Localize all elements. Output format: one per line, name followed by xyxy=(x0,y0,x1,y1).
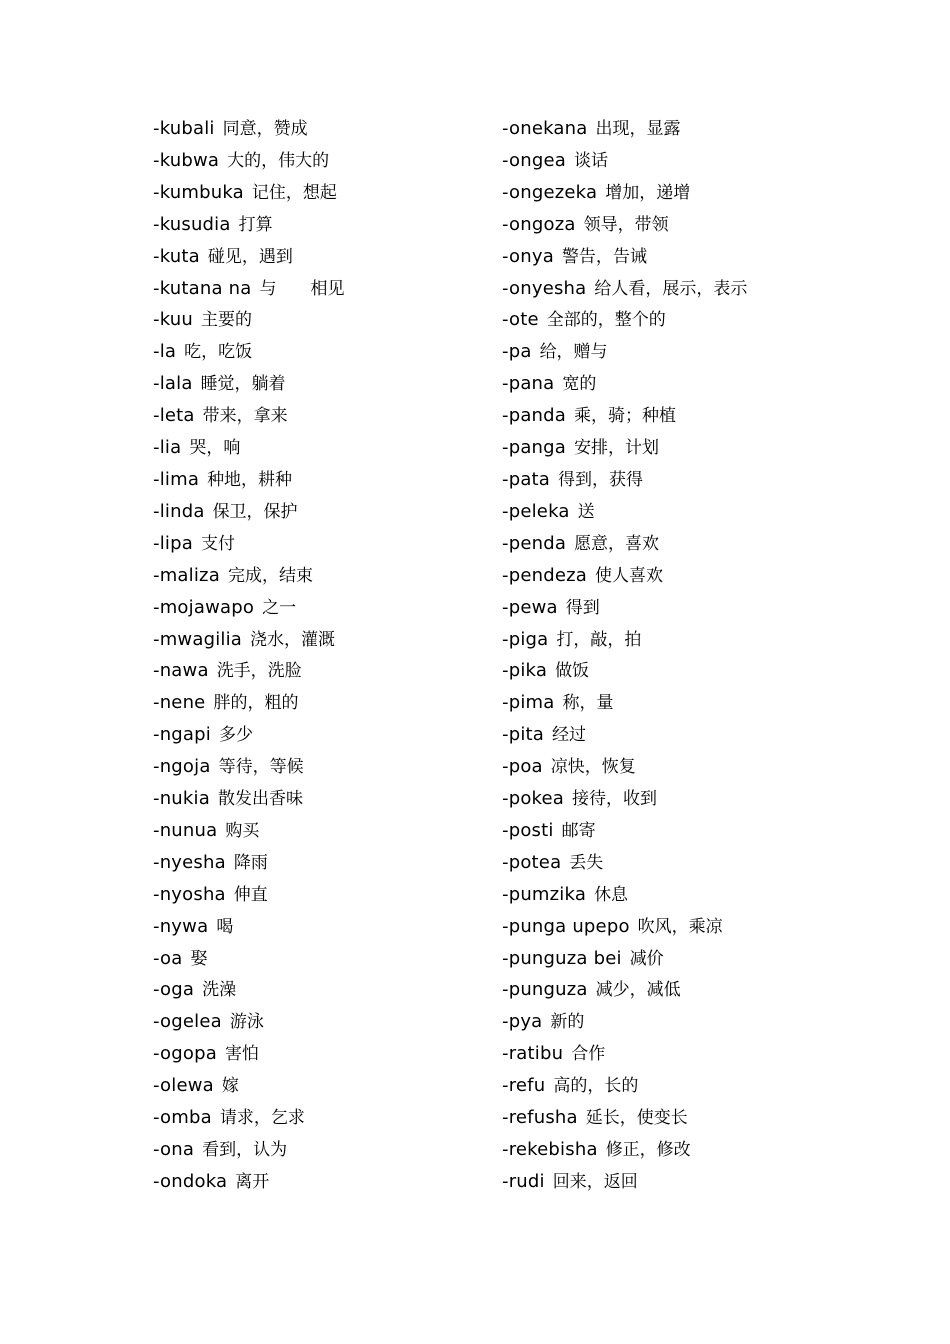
chinese-gloss: 接待，收到 xyxy=(572,789,658,810)
chinese-gloss: 给人看，展示，表示 xyxy=(594,278,748,299)
vocabulary-entry xyxy=(153,879,483,911)
swahili-word: -pokea xyxy=(502,788,565,810)
chinese-gloss: 降雨 xyxy=(233,852,268,873)
vocabulary-entry xyxy=(502,815,832,847)
swahili-word: -nyosha xyxy=(153,883,226,905)
vocabulary-entry xyxy=(153,464,483,496)
swahili-word: -leta xyxy=(153,405,195,427)
chinese-gloss: 合作 xyxy=(571,1044,606,1065)
chinese-gloss: 主要的 xyxy=(200,310,252,331)
swahili-word: -ogelea xyxy=(153,1011,222,1033)
vocabulary-entry xyxy=(153,1134,483,1166)
chinese-gloss: 丢失 xyxy=(569,852,604,873)
vocabulary-entry xyxy=(502,368,832,400)
vocabulary-entry xyxy=(153,177,483,209)
vocabulary-entry xyxy=(153,974,483,1006)
swahili-word: -la xyxy=(153,341,177,363)
chinese-gloss: 全部的，整个的 xyxy=(546,310,666,331)
vocabulary-entry xyxy=(153,592,483,624)
swahili-word: -nunua xyxy=(153,819,218,841)
vocabulary-entry xyxy=(153,943,483,975)
chinese-gloss: 害怕 xyxy=(224,1044,259,1065)
vocabulary-entry xyxy=(502,145,832,177)
vocabulary-entry xyxy=(502,560,832,592)
chinese-gloss: 等待，等候 xyxy=(218,757,304,778)
chinese-gloss: 高的，长的 xyxy=(553,1076,639,1097)
swahili-word: -panda xyxy=(502,405,567,427)
swahili-word: -ote xyxy=(502,309,539,331)
vocabulary-entry xyxy=(153,528,483,560)
swahili-word: -pana xyxy=(502,373,555,395)
swahili-word: -pima xyxy=(502,692,555,714)
swahili-word: -lipa xyxy=(153,532,193,554)
swahili-word: -penda xyxy=(502,532,567,554)
chinese-gloss: 伸直 xyxy=(233,884,268,905)
swahili-word: -pa xyxy=(502,341,532,363)
swahili-word: -oa xyxy=(153,947,183,969)
swahili-word: -panga xyxy=(502,437,567,459)
chinese-gloss: 称，量 xyxy=(562,693,614,714)
chinese-gloss: 宽的 xyxy=(562,374,597,395)
swahili-word: -peleka xyxy=(502,500,570,522)
vocabulary-entry xyxy=(502,400,832,432)
swahili-word: -ongoza xyxy=(502,213,576,235)
swahili-word: -kuta xyxy=(153,245,200,267)
swahili-word: -refu xyxy=(502,1075,546,1097)
swahili-word: -kutana na xyxy=(153,277,252,299)
swahili-word: -kubwa xyxy=(153,149,220,171)
vocabulary-entry xyxy=(153,113,483,145)
chinese-gloss: 经过 xyxy=(552,725,587,746)
chinese-gloss: 之一 xyxy=(262,597,297,618)
chinese-gloss: 邮寄 xyxy=(561,820,596,841)
swahili-word: -kuu xyxy=(153,309,193,331)
swahili-word: -nene xyxy=(153,692,206,714)
chinese-gloss: 洗手，洗脸 xyxy=(216,661,302,682)
vocabulary-entry xyxy=(153,1038,483,1070)
chinese-gloss: 大的，伟大的 xyxy=(227,150,330,171)
swahili-word: -kubali xyxy=(153,118,215,139)
chinese-gloss: 增加，递增 xyxy=(605,182,691,203)
chinese-gloss: 得到 xyxy=(565,597,600,618)
chinese-gloss: 保卫，保护 xyxy=(212,501,298,522)
chinese-gloss: 使人喜欢 xyxy=(594,565,663,586)
swahili-word: -ngoja xyxy=(153,756,211,778)
swahili-word: -pata xyxy=(502,468,551,490)
vocabulary-entry xyxy=(502,241,832,273)
vocabulary-entry xyxy=(502,687,832,719)
chinese-gloss: 出现，显露 xyxy=(595,119,681,139)
swahili-word: -ratibu xyxy=(502,1043,564,1065)
chinese-gloss: 带来，拿来 xyxy=(202,406,288,427)
vocabulary-entry xyxy=(502,1134,832,1166)
vocabulary-entry xyxy=(153,304,483,336)
vocabulary-entry xyxy=(153,624,483,656)
swahili-word: -rudi xyxy=(502,1170,545,1192)
vocabulary-entry xyxy=(502,177,832,209)
chinese-gloss: 送 xyxy=(577,501,595,522)
vocabulary-entry xyxy=(153,145,483,177)
chinese-gloss: 与 相见 xyxy=(259,278,345,299)
chinese-gloss: 安排，计划 xyxy=(574,438,660,459)
swahili-word: -kumbuka xyxy=(153,181,244,203)
chinese-gloss: 购买 xyxy=(225,820,260,841)
swahili-word: -lala xyxy=(153,373,193,395)
vocabulary-entry xyxy=(502,496,832,528)
chinese-gloss: 完成，结束 xyxy=(227,565,313,586)
vocabulary-entry xyxy=(153,911,483,943)
vocabulary-entry xyxy=(153,368,483,400)
chinese-gloss: 离开 xyxy=(235,1171,270,1192)
chinese-gloss: 胖的，粗的 xyxy=(213,693,299,714)
chinese-gloss: 休息 xyxy=(594,884,629,905)
swahili-word: -pewa xyxy=(502,596,558,618)
vocabulary-entry xyxy=(502,209,832,241)
swahili-word: -linda xyxy=(153,500,205,522)
swahili-word: -punga upepo xyxy=(502,915,630,937)
chinese-gloss: 愿意，喜欢 xyxy=(574,533,660,554)
swahili-word: -oga xyxy=(153,979,195,1001)
vocabulary-entry xyxy=(153,815,483,847)
swahili-word: -nyesha xyxy=(153,851,226,873)
swahili-word: -rekebisha xyxy=(502,1139,598,1160)
vocabulary-entry xyxy=(502,1070,832,1102)
swahili-word: -lia xyxy=(153,437,182,459)
chinese-gloss: 睡觉，躺着 xyxy=(200,374,286,395)
vocabulary-entry xyxy=(153,1070,483,1102)
vocabulary-entry xyxy=(153,847,483,879)
swahili-word: -ondoka xyxy=(153,1170,228,1192)
swahili-word: -kusudia xyxy=(153,213,231,235)
swahili-word: -pita xyxy=(502,724,545,746)
chinese-gloss: 嫁 xyxy=(221,1076,239,1097)
vocabulary-entry xyxy=(502,113,832,145)
chinese-gloss: 延长，使变长 xyxy=(585,1108,688,1129)
swahili-word: -mojawapo xyxy=(153,596,255,618)
chinese-gloss: 支付 xyxy=(200,533,235,554)
chinese-gloss: 减少，减低 xyxy=(595,980,681,1001)
swahili-word: -ogopa xyxy=(153,1043,217,1065)
vocabulary-entry xyxy=(502,751,832,783)
swahili-word: -lima xyxy=(153,468,200,490)
vocabulary-entry xyxy=(153,400,483,432)
vocabulary-entry xyxy=(502,974,832,1006)
chinese-gloss: 做饭 xyxy=(555,661,590,682)
vocabulary-entry xyxy=(502,1038,832,1070)
vocabulary-entry xyxy=(502,1166,832,1198)
swahili-word: -maliza xyxy=(153,564,220,586)
chinese-gloss: 回来，返回 xyxy=(552,1171,638,1192)
vocabulary-entry xyxy=(502,847,832,879)
swahili-word: -onya xyxy=(502,245,554,267)
vocabulary-entry xyxy=(502,464,832,496)
swahili-word: -punguza xyxy=(502,979,588,1001)
vocabulary-entry xyxy=(502,273,832,305)
vocabulary-entry xyxy=(502,911,832,943)
swahili-word: -posti xyxy=(502,819,554,841)
vocabulary-column-right xyxy=(502,113,832,1198)
vocabulary-entry xyxy=(153,496,483,528)
vocabulary-entry xyxy=(153,560,483,592)
vocabulary-entry xyxy=(153,209,483,241)
chinese-gloss: 乘，骑；种植 xyxy=(574,406,677,427)
swahili-word: -mwagilia xyxy=(153,628,243,650)
swahili-word: -pya xyxy=(502,1011,543,1033)
swahili-word: -poa xyxy=(502,756,543,778)
chinese-gloss: 警告，告诫 xyxy=(561,246,647,267)
vocabulary-entry xyxy=(153,687,483,719)
swahili-word: -potea xyxy=(502,851,562,873)
chinese-gloss: 洗澡 xyxy=(202,980,237,1001)
swahili-word: -olewa xyxy=(153,1075,214,1097)
vocabulary-entry xyxy=(153,432,483,464)
vocabulary-entry xyxy=(502,304,832,336)
chinese-gloss: 领导，带领 xyxy=(583,214,669,235)
chinese-gloss: 打，敲，拍 xyxy=(556,629,642,650)
swahili-word: -nukia xyxy=(153,788,210,810)
vocabulary-entry xyxy=(502,879,832,911)
swahili-word: -nywa xyxy=(153,915,209,937)
swahili-word: -piga xyxy=(502,628,549,650)
vocabulary-entry xyxy=(502,624,832,656)
swahili-word: -refusha xyxy=(502,1107,578,1129)
swahili-word: -ongea xyxy=(502,149,566,171)
vocabulary-entry xyxy=(153,1102,483,1134)
vocabulary-entry xyxy=(502,592,832,624)
swahili-word: -pika xyxy=(502,660,548,682)
vocabulary-entry xyxy=(502,336,832,368)
chinese-gloss: 打算 xyxy=(238,214,273,235)
vocabulary-entry xyxy=(502,528,832,560)
vocabulary-entry xyxy=(502,432,832,464)
vocabulary-entry xyxy=(502,1102,832,1134)
swahili-word: -punguza bei xyxy=(502,947,622,969)
vocabulary-entry xyxy=(502,719,832,751)
vocabulary-entry xyxy=(153,241,483,273)
vocabulary-entry xyxy=(153,751,483,783)
chinese-gloss: 修正，修改 xyxy=(605,1140,691,1160)
swahili-word: -ongezeka xyxy=(502,181,598,203)
chinese-gloss: 哭，响 xyxy=(189,438,241,459)
vocabulary-entry xyxy=(502,1006,832,1038)
vocabulary-entry xyxy=(153,719,483,751)
swahili-word: -pumzika xyxy=(502,883,587,905)
vocabulary-entry xyxy=(153,1166,483,1198)
vocabulary-entry xyxy=(502,655,832,687)
chinese-gloss: 浇水，灌溉 xyxy=(250,629,336,650)
vocabulary-entry xyxy=(153,1006,483,1038)
chinese-gloss: 得到，获得 xyxy=(558,469,644,490)
chinese-gloss: 散发出香味 xyxy=(217,789,303,810)
vocabulary-entry xyxy=(153,273,483,305)
chinese-gloss: 减价 xyxy=(629,948,664,969)
chinese-gloss: 同意，赞成 xyxy=(222,119,308,139)
swahili-word: -omba xyxy=(153,1107,212,1129)
chinese-gloss: 碰见，遇到 xyxy=(207,246,293,267)
chinese-gloss: 吹风，乘凉 xyxy=(637,916,723,937)
swahili-word: -onyesha xyxy=(502,277,587,299)
chinese-gloss: 看到，认为 xyxy=(202,1140,288,1160)
chinese-gloss: 娶 xyxy=(190,948,208,969)
chinese-gloss: 谈话 xyxy=(573,150,608,171)
swahili-word: -onekana xyxy=(502,118,588,139)
chinese-gloss: 记住，想起 xyxy=(251,182,337,203)
chinese-gloss: 游泳 xyxy=(229,1012,264,1033)
chinese-gloss: 请求，乞求 xyxy=(219,1108,305,1129)
vocabulary-entry xyxy=(153,783,483,815)
chinese-gloss: 吃，吃饭 xyxy=(184,342,253,363)
chinese-gloss: 新的 xyxy=(550,1012,585,1033)
vocabulary-entry xyxy=(153,336,483,368)
vocabulary-column-left xyxy=(153,113,483,1198)
chinese-gloss: 种地，耕种 xyxy=(207,469,293,490)
chinese-gloss: 凉快，恢复 xyxy=(550,757,636,778)
swahili-word: -ona xyxy=(153,1139,195,1160)
vocabulary-entry xyxy=(502,943,832,975)
vocabulary-entry xyxy=(153,655,483,687)
swahili-word: -ngapi xyxy=(153,724,211,746)
swahili-word: -pendeza xyxy=(502,564,587,586)
chinese-gloss: 多少 xyxy=(219,725,253,746)
chinese-gloss: 喝 xyxy=(216,916,234,937)
chinese-gloss: 给，赠与 xyxy=(539,342,608,363)
swahili-word: -nawa xyxy=(153,660,209,682)
vocabulary-entry xyxy=(502,783,832,815)
